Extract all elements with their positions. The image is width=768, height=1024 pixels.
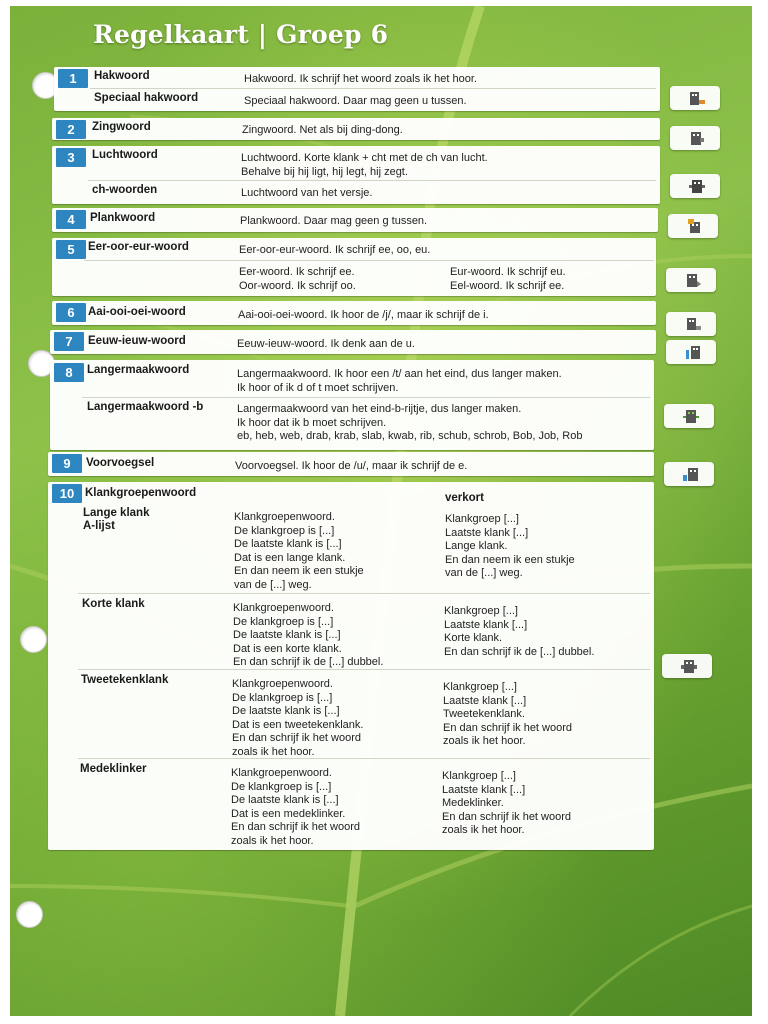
klankgroep-icon xyxy=(680,657,698,675)
klankgroep-long-text: Klankgroepenwoord. De klankgroep is [...] De laatste klank is [...] Dat is een medeklinker. En dan schrijf ik het woord zoals ik het hoor. xyxy=(231,767,361,847)
rule-text: Aai-ooi-oei-woord. Ik hoor de /j/, maar ik schrijf de i. xyxy=(238,309,489,321)
eer-oor-eur-icon xyxy=(684,271,702,289)
rule-row-5 xyxy=(52,238,656,296)
tab-zingwoord[interactable] xyxy=(670,126,720,150)
klankgroep-long-text: Klankgroepenwoord. De klankgroep is [...] De laatste klank is [...] Dat is een tweetekenklank. En dan schrijf ik het woord zoals ik het hoor. xyxy=(232,678,364,758)
divider xyxy=(90,88,656,89)
klankgroep-row-name: Korte klank xyxy=(82,598,145,610)
klankgroep-short-text: Klankgroep [...] Laatste klank [...] Tweetekenklank. En dan schrijf ik het woord zoals ik het hoor. xyxy=(443,681,573,747)
tab-eer-oor-eur[interactable] xyxy=(666,268,716,292)
rule-row-8 xyxy=(50,360,654,450)
rule-row-10 xyxy=(48,482,654,850)
rule-row-3 xyxy=(52,146,660,204)
rule-row-2 xyxy=(52,118,660,140)
zingwoord-icon xyxy=(688,129,706,147)
rule-name: Plankwoord xyxy=(90,212,156,224)
luchtwoord-icon xyxy=(688,177,706,195)
rule-text: Eeuw-ieuw-woord. Ik denk aan de u. xyxy=(237,338,415,350)
binder-hole xyxy=(16,901,43,928)
rule-text: Speciaal hakwoord. Daar mag geen u tussen. xyxy=(244,95,467,107)
hakwoord-icon xyxy=(688,89,706,107)
tab-hakwoord[interactable] xyxy=(670,86,720,110)
rule-name: Speciaal hakwoord xyxy=(94,92,199,104)
rule-name: Aai-ooi-oei-woord xyxy=(88,306,186,318)
rule-card-sheet xyxy=(10,6,752,1016)
rule-name: ch-woorden xyxy=(92,184,158,196)
klankgroep-row-name: Tweetekenklank xyxy=(81,674,169,686)
rule-number: 8 xyxy=(54,363,84,382)
tab-aai-ooi-oei[interactable] xyxy=(666,312,716,336)
tab-luchtwoord[interactable] xyxy=(670,174,720,198)
rule-text: Eer-oor-eur-woord. Ik schrijf ee, oo, eu. xyxy=(239,244,431,256)
rule-text: Langermaakwoord. Ik hoor een /t/ aan het eind, dus langer maken. Ik hoor of ik d of t moet schrijven. xyxy=(237,368,562,394)
rule-row-7 xyxy=(50,330,656,354)
rule-text: Voorvoegsel. Ik hoor de /u/, maar ik schrijf de e. xyxy=(235,460,468,472)
rule-name: Langermaakwoord xyxy=(87,364,190,376)
divider xyxy=(78,758,650,759)
rule-row-1 xyxy=(54,67,660,111)
divider xyxy=(88,180,656,181)
plankwoord-icon xyxy=(686,217,704,235)
klankgroep-long-text: Klankgroepenwoord. De klankgroep is [...] De laatste klank is [...] Dat is een lange klank. En dan neem ik een stukje van de [...] weg. xyxy=(234,511,364,591)
klankgroep-short-text: Klankgroep [...] Laatste klank [...] Korte klank. En dan schrijf ik de [...] dubbel. xyxy=(444,605,595,658)
eeuw-ieuw-icon xyxy=(684,343,702,361)
rule-text-left: Eer-woord. Ik schrijf ee. Oor-woord. Ik schrijf oo. xyxy=(239,266,356,292)
rule-number: 9 xyxy=(52,454,82,473)
page-title: Regelkaart | Groep 6 xyxy=(93,20,389,49)
tab-plankwoord[interactable] xyxy=(668,214,718,238)
rule-number: 3 xyxy=(56,148,86,167)
verkort-header: verkort xyxy=(445,492,484,504)
rule-text: Plankwoord. Daar mag geen g tussen. xyxy=(240,215,428,227)
rule-number: 7 xyxy=(54,332,84,351)
rule-name: Luchtwoord xyxy=(92,149,158,161)
klankgroep-short-text: Klankgroep [...] Laatste klank [...] Medeklinker. En dan schrijf ik het woord zoals ik het hoor. xyxy=(442,770,572,836)
tab-klankgroep[interactable] xyxy=(662,654,712,678)
rule-text: Langermaakwoord van het eind-b-rijtje, dus langer maken. Ik hoor dat ik b moet schrijven. eb, heb, web, drab, krab, slab, kwab, rib, schub, schrob, Bob, Job, Rob xyxy=(237,403,583,442)
rule-name: Hakwoord xyxy=(94,70,150,82)
klankgroep-short-text: Klankgroep [...] Laatste klank [...] Lange klank. En dan neem ik een stukje van de [...] weg. xyxy=(445,513,575,579)
rule-number: 5 xyxy=(56,240,86,259)
divider xyxy=(82,397,650,398)
rule-text-right: Eur-woord. Ik schrijf eu. Eel-woord. Ik schrijf ee. xyxy=(450,266,566,292)
langermaak-icon xyxy=(682,407,700,425)
rule-row-9 xyxy=(48,452,654,476)
tab-eeuw-ieuw[interactable] xyxy=(666,340,716,364)
rule-name: Klankgroepenwoord xyxy=(85,487,197,499)
binder-hole xyxy=(20,626,47,653)
divider xyxy=(78,669,650,670)
rule-name: Voorvoegsel xyxy=(86,457,155,469)
rule-text: Zingwoord. Net als bij ding-dong. xyxy=(242,124,403,136)
rule-name: Eeuw-ieuw-woord xyxy=(88,335,186,347)
rule-row-6 xyxy=(52,301,656,325)
rule-text: Luchtwoord. Korte klank + cht met de ch van lucht. Behalve bij hij ligt, hij legt, hij zegt. xyxy=(241,152,488,178)
rule-text: Hakwoord. Ik schrijf het woord zoals ik het hoor. xyxy=(244,73,477,85)
rule-name: Eer-oor-eur-woord xyxy=(88,241,189,253)
rule-number: 4 xyxy=(56,210,86,229)
tab-langermaak[interactable] xyxy=(664,404,714,428)
rule-row-4 xyxy=(52,208,658,232)
divider xyxy=(78,593,650,594)
rule-number: 10 xyxy=(52,484,82,503)
divider xyxy=(84,260,654,261)
klankgroep-row-name: Medeklinker xyxy=(80,763,147,775)
aai-ooi-oei-icon xyxy=(684,315,702,333)
klankgroep-row-name: Lange klank A-lijst xyxy=(83,507,150,532)
rule-text: Luchtwoord van het versje. xyxy=(241,187,373,199)
rule-name: Zingwoord xyxy=(92,121,151,133)
rule-number: 6 xyxy=(56,303,86,322)
rule-number: 2 xyxy=(56,120,86,139)
tab-voorvoegsel[interactable] xyxy=(664,462,714,486)
rule-name: Langermaakwoord -b xyxy=(87,401,204,413)
klankgroep-long-text: Klankgroepenwoord. De klankgroep is [...] De laatste klank is [...] Dat is een korte klank. En dan schrijf ik de [...] dubbel. xyxy=(233,602,384,668)
rule-number: 1 xyxy=(58,69,88,88)
voorvoegsel-icon xyxy=(682,465,700,483)
